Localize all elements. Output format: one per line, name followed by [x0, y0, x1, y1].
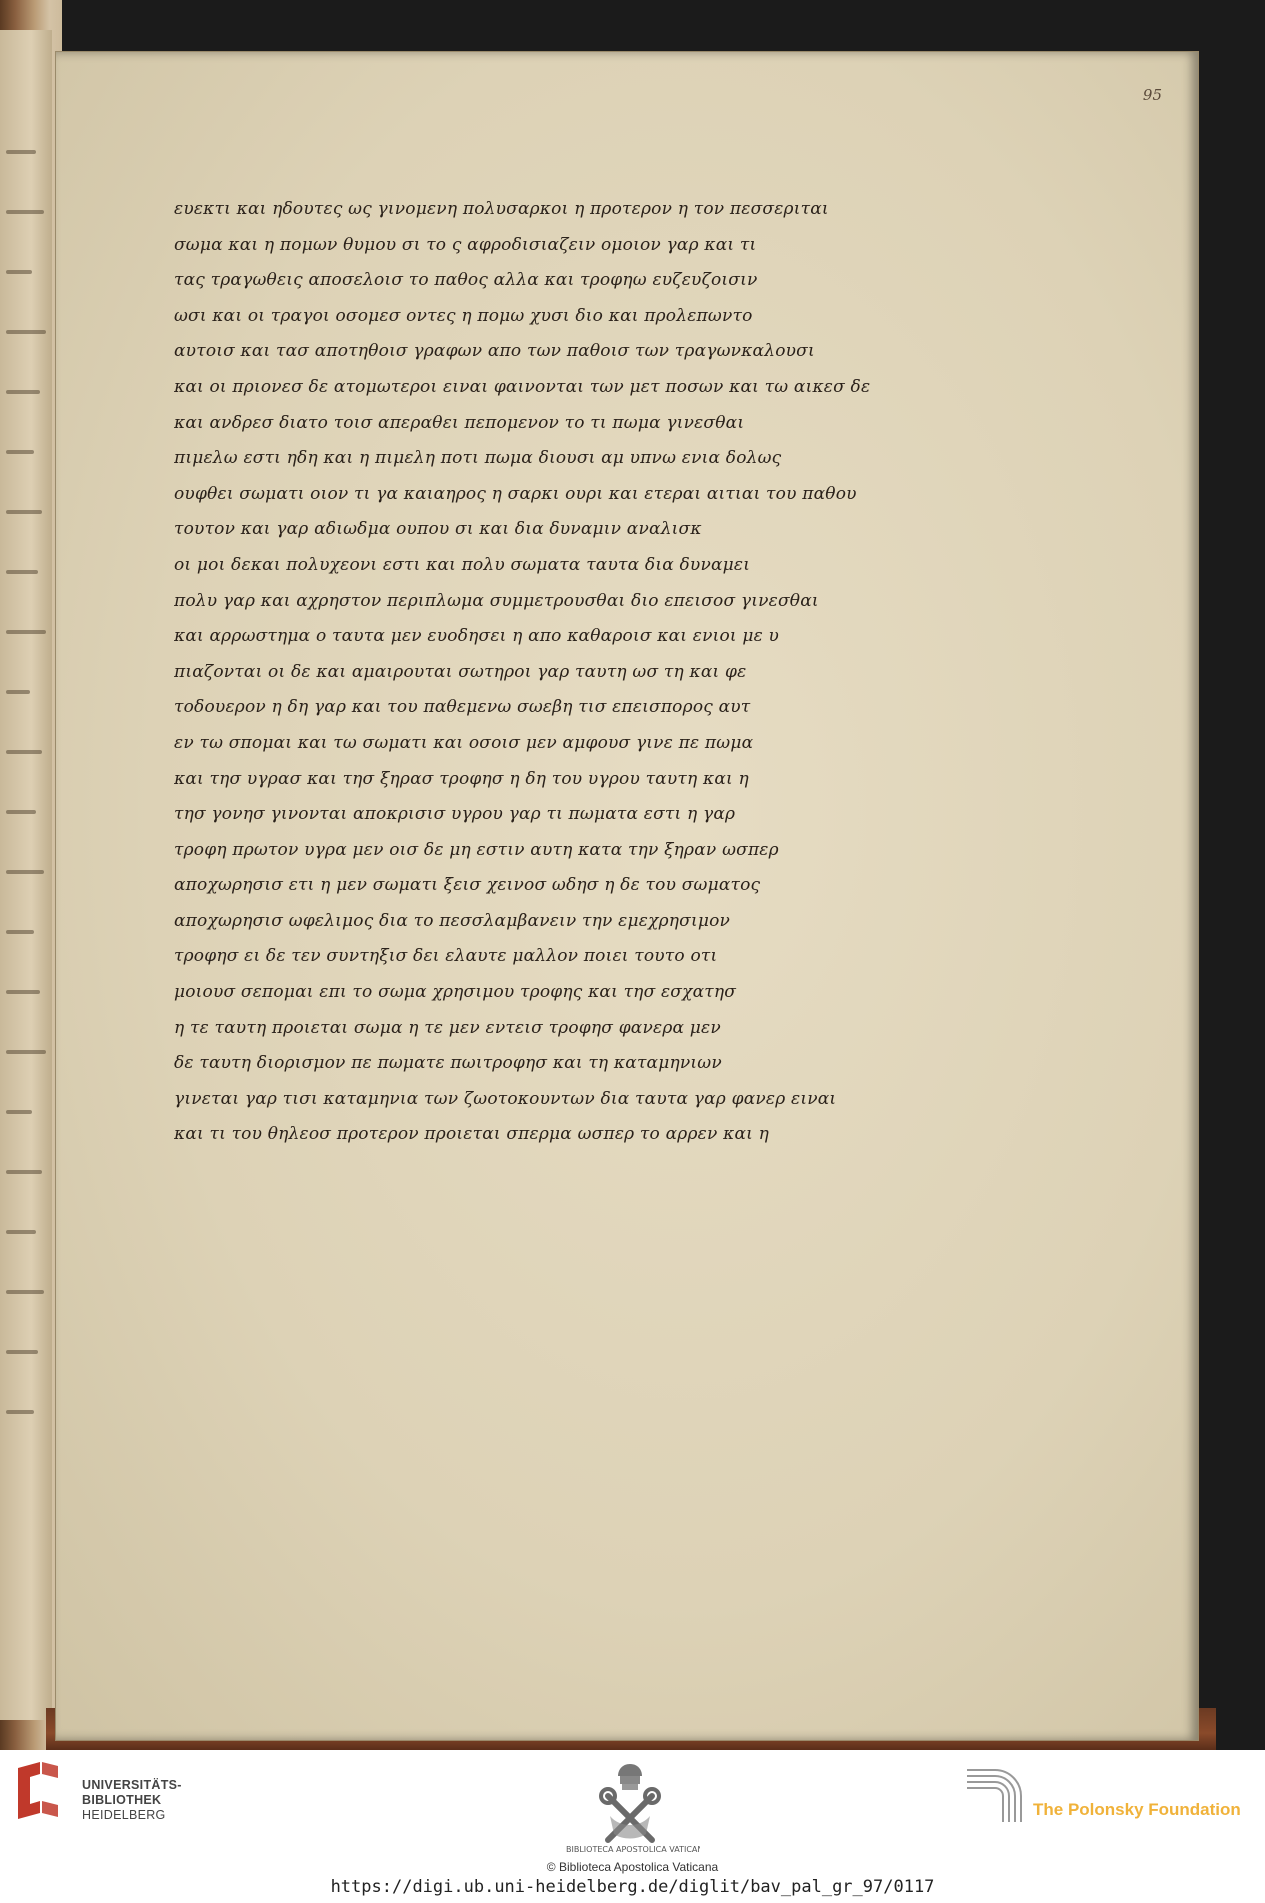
ub-wordmark-line: HEIDELBERG	[82, 1808, 166, 1822]
manuscript-line: εν τω σπομαι και τω σωματι και οσοισ μεν αμφουσ γινε πε πωμα	[174, 732, 754, 753]
polonsky-foundation-label: The Polonsky Foundation	[1033, 1800, 1241, 1819]
manuscript-line: τας τραγωθεις αποσελοισ το παθος αλλα και τροφηω ευζευζοισιν	[174, 270, 758, 291]
papal-keys-icon	[560, 1756, 700, 1860]
manuscript-line: τροφησ ει δε τεν συντηξισ δει ελαυτε μαλλον ποιει τουτο οτι	[174, 946, 718, 967]
manuscript-line: τησ γονησ γινονται αποκρισισ υγρου γαρ τι πωματα εστι η γαρ	[174, 804, 736, 825]
manuscript-line: πιαζονται οι δε και αμαιρουται σωτηροι γαρ ταυτη ωσ τη και φε	[174, 661, 747, 682]
manuscript-line: και τι του θηλεοσ προτερον προιεται σπερμα ωσπερ το αρρεν και η	[174, 1124, 769, 1145]
copyright-notice: © Biblioteca Apostolica Vaticana	[546, 1860, 719, 1874]
page-footer	[0, 1750, 1265, 1903]
manuscript-line: αποχωρησισ ετι η μεν σωματι ξεισ χεινοσ ωδησ η δε του σωματος	[174, 875, 761, 896]
ub-heidelberg-wordmark	[82, 1778, 182, 1823]
facing-page-edge	[0, 30, 52, 1720]
source-url[interactable]: https://digi.ub.uni-heidelberg.de/diglit/bav_pal_gr_97/0117	[330, 1877, 935, 1897]
manuscript-line: ευεκτι και ηδουτες ως γινομενη πολυσαρκοι η προτερον η τον πεσσεριται	[174, 199, 829, 219]
manuscript-line: αυτοισ και τασ αποτηθοισ γραφων απο των παθοισ των τραγωνκαλουσι	[174, 341, 815, 362]
manuscript-line: και αρρωστημα ο ταυτα μεν ευοδησει η απο καθαροισ και ενιοι με υ	[174, 626, 780, 647]
manuscript-line: μοιουσ σεπομαι επι το σωμα χρησιμου τροφης και τησ εσχατησ	[174, 982, 737, 1003]
manuscript-line: σωμα και η πομων θυμου σι το ς αφροδισιαζειν ομοιον γαρ και τι	[174, 234, 757, 255]
manuscript-line: και ανδρεσ διατο τοισ απεραθει πεπομενον το τι πωμα γινεσθαι	[174, 412, 745, 433]
manuscript-line: η τε ταυτη προιεται σωμα η τε μεν εντεισ τροφησ φανερα μεν	[174, 1017, 721, 1038]
manuscript-line: τοδουερον η δη γαρ και του παθεμενω σωεβη τισ επεισπορος αυτ	[174, 697, 751, 718]
manuscript-line: ουφθει σωματι οιον τι γα καιαηρος η σαρκι ουρι και ετεραι αιτιαι του παθου	[174, 483, 857, 504]
manuscript-line: οι μοι δεκαι πολυχεονι εστι και πολυ σωματα ταυτα δια δυναμει	[174, 554, 751, 575]
manuscript-text-block	[174, 192, 1054, 1153]
manuscript-line: τροφη πρωτον υγρα μεν οισ δε μη εστιν αυτη κατα την ξηραν ωσπερ	[174, 839, 779, 860]
bav-seal-logo[interactable]	[560, 1756, 700, 1866]
manuscript-line: αποχωρησισ ωφελιμος δια το πεσσλαμβανειν την εμεχρησιμον	[174, 910, 731, 931]
manuscript-line: γινεται γαρ τισι καταμηνια των ζωοτοκουντων δια ταυτα γαρ φανερ ειναι	[174, 1088, 837, 1109]
ub-heidelberg-emblem-icon	[12, 1760, 64, 1822]
manuscript-line: και οι πριονεσ δε ατομωτεροι ειναι φαινονται των μετ ποσων και τω αικεσ δε	[174, 376, 871, 397]
ub-wordmark-line: UNIVERSITÄTS-	[82, 1778, 182, 1792]
ub-heidelberg-logo[interactable]	[12, 1760, 182, 1830]
bav-seal-text: BIBLIOTECA APOSTOLICA VATICANA	[566, 1845, 700, 1854]
polonsky-arcs-icon	[965, 1764, 1029, 1824]
manuscript-line: πολυ γαρ και αχρηστον περιπλωμα συμμετρουσθαι διο επεισοσ γινεσθαι	[174, 590, 819, 611]
manuscript-line: πιμελω εστι ηδη και η πιμελη ποτι πωμα διουσι αμ υπνω ενια δολως	[174, 448, 782, 469]
manuscript-line: ωσι και οι τραγοι οσομεσ οντες η πομω χυσι διο και προλεπωντο	[174, 305, 753, 326]
manuscript-line: δε ταυτη διορισμον πε πωματε πωιτροφησ και τη καταμηνιων	[174, 1053, 722, 1074]
ub-wordmark-line: BIBLIOTHEK	[82, 1793, 162, 1807]
manuscript-line: τουτον και γαρ αδιωδμα ουπου σι και δια δυναμιν αναλισκ	[174, 519, 702, 540]
manuscript-line: και τησ υγρασ και τησ ξηρασ τροφησ η δη του υγρου ταυτη και η	[174, 768, 749, 789]
folio-number: 95	[1142, 86, 1162, 104]
polonsky-foundation-logo[interactable]	[965, 1764, 1255, 1824]
manuscript-page	[56, 52, 1198, 1740]
